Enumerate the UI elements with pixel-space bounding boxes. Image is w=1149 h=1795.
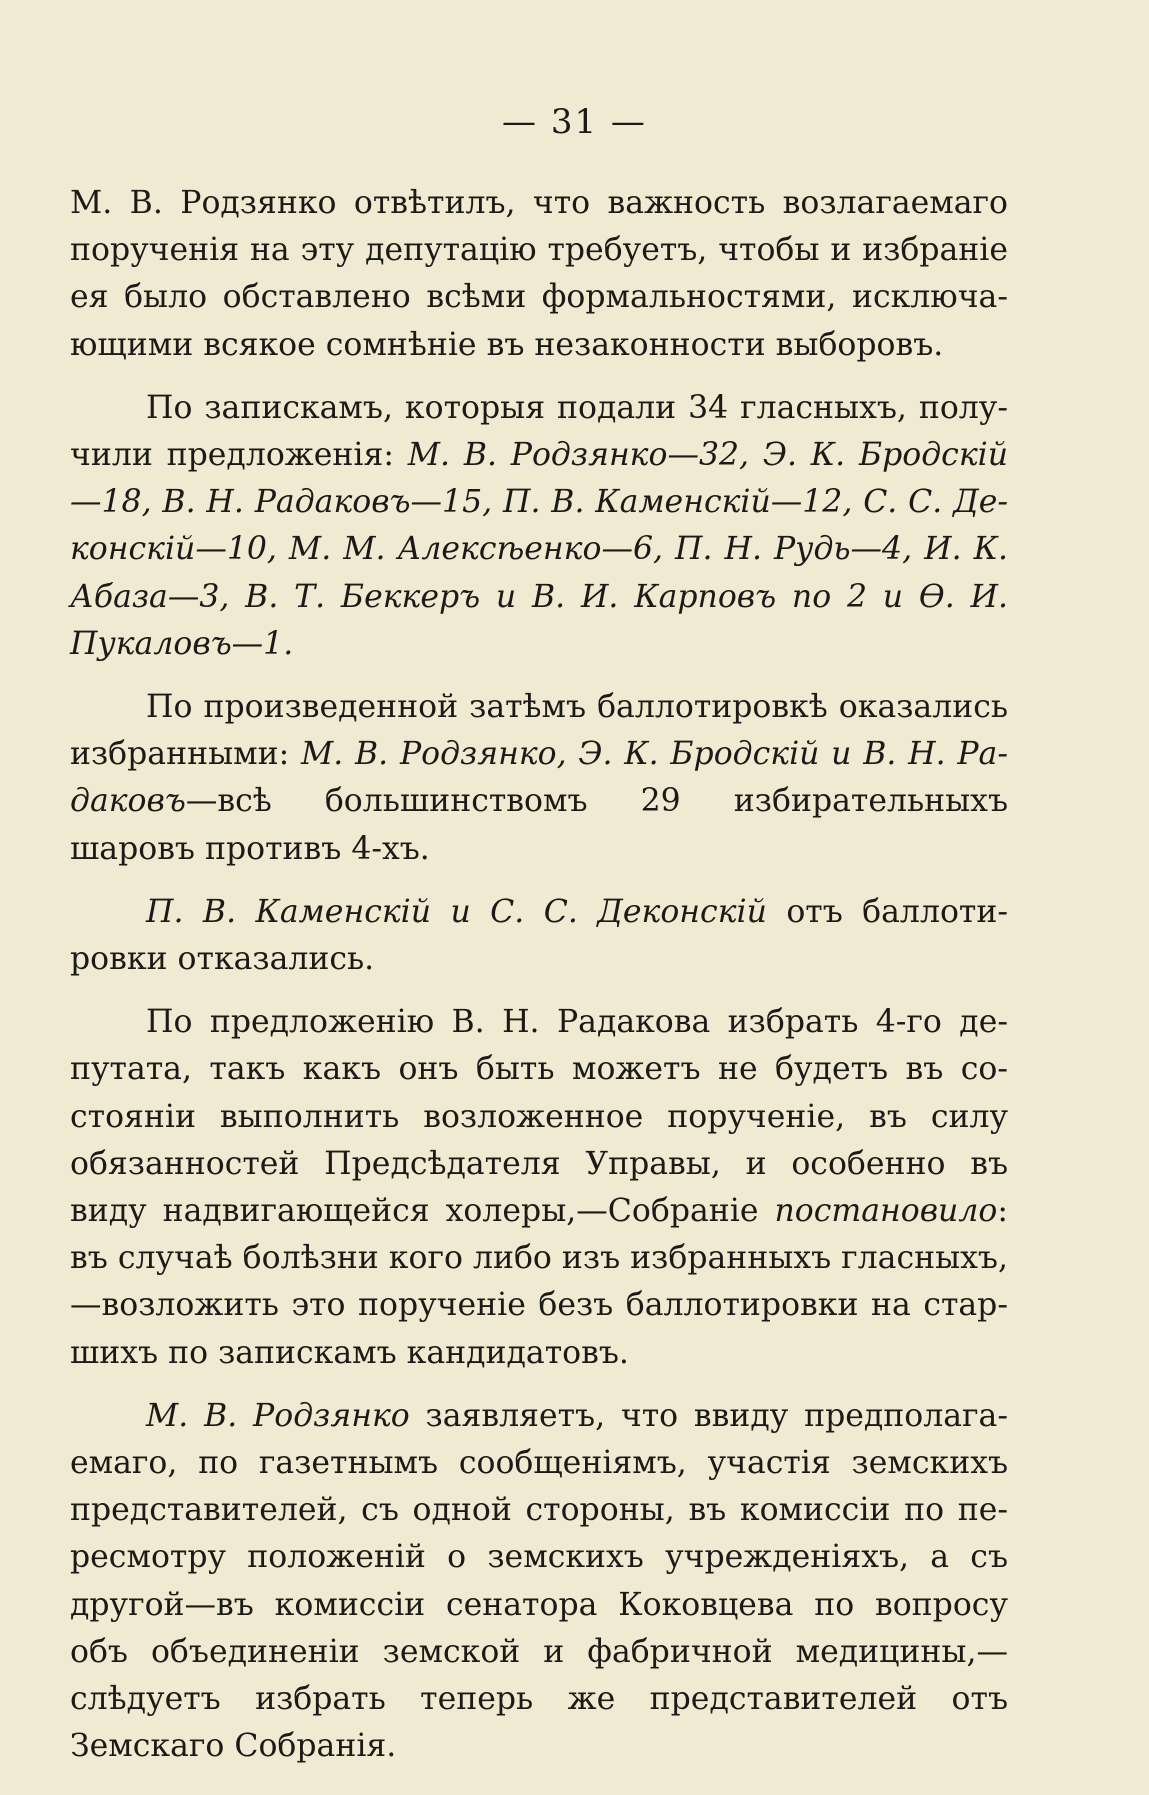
text-segment: отъ баллотировки отказались. [70,893,1008,978]
page-number: — 31 — [502,102,647,142]
paragraph-3 [70,684,1008,873]
text-segment: По предложенію В. Н. Радакова избрать 4-го депутата, такъ какъ онъ быть можетъ не будетъ въ состояніи выполнить возложенное порученіе, въ силу обязанностей Предсѣдателя Управы, и особенно въ виду надвигающейся холеры,—Собраніе [70,1004,1008,1230]
text-segment: —всѣ большинствомъ 29 избирательныхъ шаровъ противъ 4-хъ. [70,783,1008,867]
italic-speaker-name: М. В. Родзянко [146,1397,410,1434]
italic-resolved: постановило [774,1193,998,1230]
paragraph-1 [70,180,1008,369]
paragraph-6 [70,1393,1008,1771]
italic-names-votes: М. В. Родзянко—32, Э. К. Бродскій—18, В. Н. Радаковъ—15, П. В. Каменскій—12, С. С. Деконскій—10, М. М. Алексѣенко—6, П. Н. Рудь—4, И. К. Абаза—3, В. Т. Беккеръ и В. И. Карповъ по 2 и Ѳ. И. Пукаловъ—1. [70,437,1008,662]
body-text [70,180,1008,1787]
text-segment: М. В. Родзянко отвѣтилъ, что важность возлагаемаго порученія на эту депутацію требуетъ, чтобы и избраніе ея было обставлено всѣми формальностями, исключающими всякое сомнѣніе въ незаконности выборовъ. [70,185,1008,363]
text-segment: : въ случаѣ болѣзни кого либо изъ избранныхъ гласныхъ,—возложить это порученіе безъ баллотировки на старшихъ по запискамъ кандидатовъ. [70,1193,1008,1371]
paragraph-2 [70,385,1008,668]
text-segment: заявляетъ, что ввиду предполагаемаго, по газетнымъ сообщеніямъ, участія земскихъ представителей, съ одной стороны, въ комиссіи по пересмотру положеній о земскихъ учрежденіяхъ, а съ другой—въ комиссіи сенатора Коковцева по вопросу объ объединеніи земской и фабричной медицины,—слѣдуетъ избрать теперь же представителей отъ Земскаго Собранія. [70,1397,1008,1765]
italic-elected-names: М. В. Родзянко, Э. К. Бродскій и В. Н. Радаковъ [70,736,1008,820]
text-segment: По запискамъ, которыя подали 34 гласныхъ, получили предложенія: [70,389,1008,474]
italic-declined-names: П. В. Каменскій и С. С. Деконскій [146,893,767,930]
text-segment: По произведенной затѣмъ баллотировкѣ оказались избранными: [70,689,1008,773]
paragraph-5 [70,999,1008,1377]
paragraph-4 [70,889,1008,983]
